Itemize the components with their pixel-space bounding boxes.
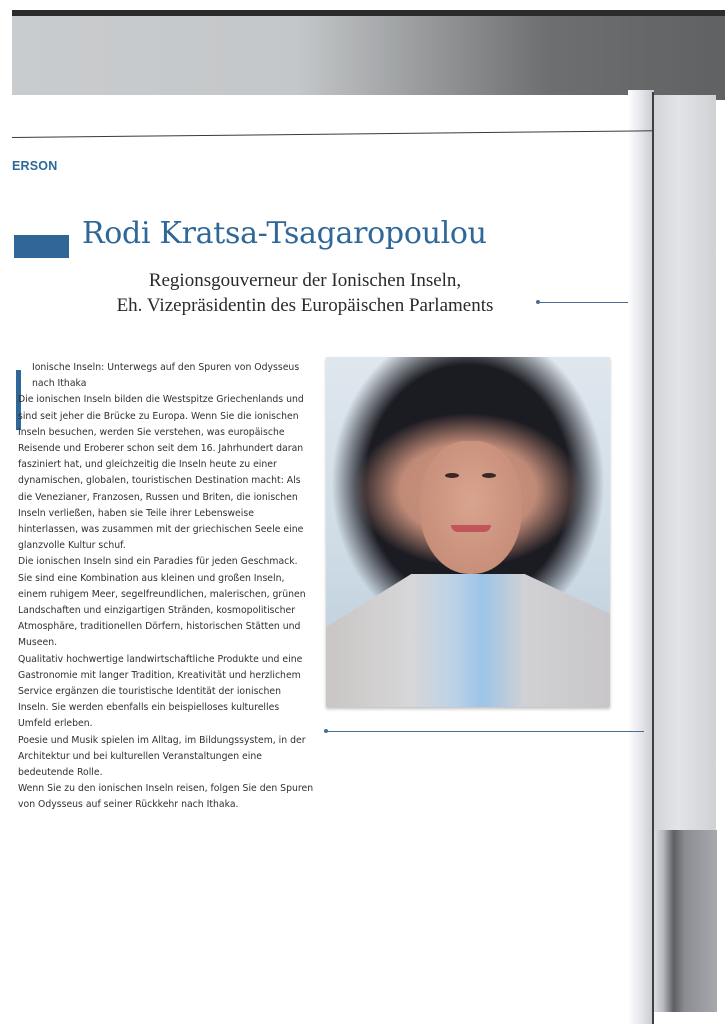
scan-shadow-top [12,10,725,100]
photo-mouth [451,525,491,532]
subtitle-line-1: Regionsgouverneur der Ionischen Inseln, [148,270,462,291]
article-paragraph: Wenn Sie zu den ionischen Inseln reisen, folgen Sie den Spuren von Odysseus auf seiner Rückkehr nach Ithaka. [18,783,314,811]
article-headline: Ionische Inseln: Unterwegs auf den Spuren von Odysseus nach Ithaka [32,362,300,390]
article-paragraph: Die ionischen Inseln sind ein Paradies für jeden Geschmack. Sie sind eine Kombination aus kleinen und großen Inseln, einem ruhigem Meer, segelfreundlichen, malerischen, grünen Landschaften und einzigartigen Stränden, kosmopolitischer Atmosphäre, traditionellen Dörfern, historischen Stätten und Museen. [18,556,306,649]
photo-face [420,441,522,574]
photo-rule [326,731,644,732]
article-paragraph: Qualitativ hochwertige landwirtschaftliche Produkte und eine Gastronomie mit langer Tradition, Kreativität und herzlichem Service ergänzen die touristische Identität der ionischen Inseln. Sie werden ebenfalls ein beispielloses kulturelles Umfeld erleben. [18,653,303,730]
article-body [18,360,314,814]
subtitle-line-2: Eh. Vizepräsidentin des Europäischen Parlaments [116,295,494,316]
book-spine-shadow [645,830,717,1012]
subtitle [60,268,550,318]
page-title: Rodi Kratsa-Tsagaropoulou [82,216,487,251]
subtitle-rule [538,302,628,303]
portrait-photo [326,357,610,707]
section-label: ERSON [12,159,58,173]
photo-jacket [326,574,610,707]
title-accent-bar [14,235,69,258]
photo-eye [482,473,496,478]
article-paragraph: Poesie und Musik spielen im Alltag, im Bildungssystem, in der Architektur und bei kulturellen Veranstaltungen eine bedeutende Rolle. [18,734,306,779]
photo-eye [445,473,459,478]
page-curl-edge [628,90,654,1024]
article-paragraph: Die ionischen Inseln bilden die Westspitze Griechenlands und sind seit jeher die Brücke zu Europa. Wenn Sie die ionischen Inseln besuchen, werden Sie verstehen, was europäische Reisende und Eroberer schon seit dem 16. Jahrhundert daran fasziniert hat, und gleichzeitig die Inseln heute zu einer dynamischen, globalen, touristischen Destination macht: Als die Venezianer, Franzosen, Russen und Briten, die ionischen Inseln verließen, haben sie Teile ihrer Lebensweise hinterlassen, was zusammen mit der griechischen Seele eine glanzvolle Kultur schuf. [18,394,304,552]
page-edge-line [652,92,654,1024]
